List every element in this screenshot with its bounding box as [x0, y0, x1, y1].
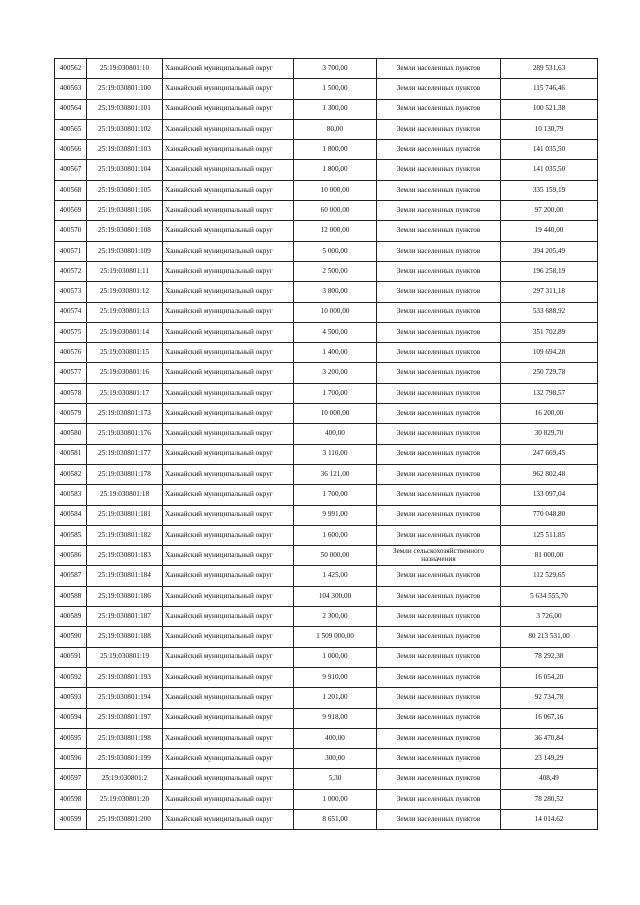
land-category-cell: Земли сельскохозяйственного назначения: [377, 546, 501, 566]
area-cell: 400,00: [294, 728, 377, 748]
municipality-cell: Ханкайский муниципальный округ: [163, 769, 294, 789]
land-category-cell: Земли населенных пунктов: [377, 627, 501, 647]
record-number-cell: 400588: [55, 586, 87, 606]
municipality-cell: Ханкайский муниципальный округ: [163, 404, 294, 424]
area-cell: 1 800,00: [294, 140, 377, 160]
table-row: [55, 59, 598, 79]
cadastral-number-cell: 25:19:030801:173: [87, 404, 163, 424]
table-row: [55, 180, 598, 200]
record-number-cell: 400563: [55, 79, 87, 99]
municipality-cell: Ханкайский муниципальный округ: [163, 160, 294, 180]
cadastral-value-cell: 97 200,00: [501, 201, 598, 221]
land-category-cell: Земли населенных пунктов: [377, 140, 501, 160]
cadastral-value-cell: 5 634 555,70: [501, 586, 598, 606]
record-number-cell: 400562: [55, 59, 87, 79]
area-cell: 300,00: [294, 749, 377, 769]
record-number-cell: 400568: [55, 180, 87, 200]
record-number-cell: 400586: [55, 546, 87, 566]
area-cell: 5,30: [294, 769, 377, 789]
land-category-cell: Земли населенных пунктов: [377, 586, 501, 606]
cadastral-value-cell: 133 097,04: [501, 485, 598, 505]
municipality-cell: Ханкайский муниципальный округ: [163, 444, 294, 464]
area-cell: 1 400,00: [294, 343, 377, 363]
record-number-cell: 400591: [55, 647, 87, 667]
cadastral-number-cell: 25:19:030801:103: [87, 140, 163, 160]
record-number-cell: 400573: [55, 282, 87, 302]
municipality-cell: Ханкайский муниципальный округ: [163, 485, 294, 505]
cadastral-number-cell: 25:19:030801:193: [87, 667, 163, 687]
cadastral-number-cell: 25:19:030801:101: [87, 99, 163, 119]
cadastral-number-cell: 25:19:030801:13: [87, 302, 163, 322]
record-number-cell: 400594: [55, 708, 87, 728]
table-row: [55, 424, 598, 444]
cadastral-number-cell: 25:19:030801:177: [87, 444, 163, 464]
record-number-cell: 400599: [55, 809, 87, 829]
table-row: [55, 485, 598, 505]
area-cell: 1 425,00: [294, 566, 377, 586]
record-number-cell: 400567: [55, 160, 87, 180]
table-row: [55, 525, 598, 545]
municipality-cell: Ханкайский муниципальный округ: [163, 708, 294, 728]
land-category-cell: Земли населенных пунктов: [377, 688, 501, 708]
cadastral-value-cell: 109 694,28: [501, 343, 598, 363]
cadastral-value-cell: 16 054,20: [501, 667, 598, 687]
table-row: [55, 140, 598, 160]
cadastral-value-cell: 78 280,52: [501, 789, 598, 809]
cadastral-value-cell: 80 213 531,00: [501, 627, 598, 647]
table-row: [55, 809, 598, 829]
area-cell: 1 700,00: [294, 485, 377, 505]
land-category-cell: Земли населенных пунктов: [377, 749, 501, 769]
cadastral-value-cell: 78 292,38: [501, 647, 598, 667]
area-cell: 8 651,00: [294, 809, 377, 829]
cadastral-value-cell: 289 531,63: [501, 59, 598, 79]
cadastral-value-cell: 23 149,29: [501, 749, 598, 769]
land-category-cell: Земли населенных пунктов: [377, 343, 501, 363]
cadastral-number-cell: 25:19:030801:182: [87, 525, 163, 545]
land-category-cell: Земли населенных пунктов: [377, 728, 501, 748]
table-row: [55, 160, 598, 180]
land-category-cell: Земли населенных пунктов: [377, 809, 501, 829]
municipality-cell: Ханкайский муниципальный округ: [163, 201, 294, 221]
area-cell: 2 300,00: [294, 607, 377, 627]
cadastral-number-cell: 25:19:030801:194: [87, 688, 163, 708]
cadastral-value-cell: 351 702,89: [501, 322, 598, 342]
land-category-cell: Земли населенных пунктов: [377, 647, 501, 667]
land-category-cell: Земли населенных пунктов: [377, 607, 501, 627]
municipality-cell: Ханкайский муниципальный округ: [163, 424, 294, 444]
cadastral-value-cell: 19 440,00: [501, 221, 598, 241]
municipality-cell: Ханкайский муниципальный округ: [163, 688, 294, 708]
table-row: [55, 119, 598, 139]
land-category-cell: Земли населенных пунктов: [377, 282, 501, 302]
area-cell: 4 500,00: [294, 322, 377, 342]
area-cell: 1 500,00: [294, 79, 377, 99]
cadastral-value-table: [54, 58, 598, 830]
record-number-cell: 400564: [55, 99, 87, 119]
table-row: [55, 241, 598, 261]
area-cell: 3 200,00: [294, 363, 377, 383]
municipality-cell: Ханкайский муниципальный округ: [163, 322, 294, 342]
table-row: [55, 404, 598, 424]
municipality-cell: Ханкайский муниципальный округ: [163, 789, 294, 809]
municipality-cell: Ханкайский муниципальный округ: [163, 59, 294, 79]
area-cell: 1 000,00: [294, 789, 377, 809]
municipality-cell: Ханкайский муниципальный округ: [163, 99, 294, 119]
municipality-cell: Ханкайский муниципальный округ: [163, 241, 294, 261]
municipality-cell: Ханкайский муниципальный округ: [163, 302, 294, 322]
table-row: [55, 688, 598, 708]
land-category-cell: Земли населенных пунктов: [377, 59, 501, 79]
cadastral-value-cell: 3 726,00: [501, 607, 598, 627]
land-category-cell: Земли населенных пунктов: [377, 667, 501, 687]
municipality-cell: Ханкайский муниципальный округ: [163, 667, 294, 687]
area-cell: 12 000,00: [294, 221, 377, 241]
land-category-cell: Земли населенных пунктов: [377, 769, 501, 789]
cadastral-value-cell: 100 521,38: [501, 99, 598, 119]
municipality-cell: Ханкайский муниципальный округ: [163, 343, 294, 363]
land-category-cell: Земли населенных пунктов: [377, 99, 501, 119]
cadastral-value-cell: 770 048,80: [501, 505, 598, 525]
land-category-cell: Земли населенных пунктов: [377, 424, 501, 444]
cadastral-number-cell: 25:19:030801:15: [87, 343, 163, 363]
area-cell: 5 000,00: [294, 241, 377, 261]
cadastral-number-cell: 25:19:030801:178: [87, 464, 163, 484]
cadastral-number-cell: 25:19:030801:12: [87, 282, 163, 302]
cadastral-value-cell: 141 035,50: [501, 140, 598, 160]
land-category-cell: Земли населенных пунктов: [377, 180, 501, 200]
cadastral-value-cell: 81 000,00: [501, 546, 598, 566]
table-row: [55, 383, 598, 403]
cadastral-number-cell: 25:19:030801:199: [87, 749, 163, 769]
municipality-cell: Ханкайский муниципальный округ: [163, 728, 294, 748]
municipality-cell: Ханкайский муниципальный округ: [163, 809, 294, 829]
cadastral-number-cell: 25:19:030801:197: [87, 708, 163, 728]
table-row: [55, 769, 598, 789]
land-category-cell: Земли населенных пунктов: [377, 119, 501, 139]
cadastral-number-cell: 25:19:030801:183: [87, 546, 163, 566]
land-category-cell: Земли населенных пунктов: [377, 160, 501, 180]
cadastral-number-cell: 25:19:030801:100: [87, 79, 163, 99]
area-cell: 9 991,00: [294, 505, 377, 525]
table-row: [55, 546, 598, 566]
municipality-cell: Ханкайский муниципальный округ: [163, 79, 294, 99]
table-body: [55, 59, 598, 830]
municipality-cell: Ханкайский муниципальный округ: [163, 261, 294, 281]
municipality-cell: Ханкайский муниципальный округ: [163, 607, 294, 627]
area-cell: 1 000,00: [294, 647, 377, 667]
land-category-cell: Земли населенных пунктов: [377, 505, 501, 525]
area-cell: 1 800,00: [294, 160, 377, 180]
area-cell: 104 300,00: [294, 586, 377, 606]
record-number-cell: 400571: [55, 241, 87, 261]
cadastral-number-cell: 25:19:030801:106: [87, 201, 163, 221]
area-cell: 1 509 000,00: [294, 627, 377, 647]
record-number-cell: 400584: [55, 505, 87, 525]
area-cell: 400,00: [294, 424, 377, 444]
cadastral-value-cell: 16 200,00: [501, 404, 598, 424]
record-number-cell: 400579: [55, 404, 87, 424]
cadastral-number-cell: 25:19:030801:184: [87, 566, 163, 586]
cadastral-value-cell: 962 802,48: [501, 464, 598, 484]
table-row: [55, 728, 598, 748]
cadastral-number-cell: 25:19:030801:19: [87, 647, 163, 667]
land-category-cell: Земли населенных пунктов: [377, 464, 501, 484]
record-number-cell: 400587: [55, 566, 87, 586]
area-cell: 60 000,00: [294, 201, 377, 221]
table-row: [55, 343, 598, 363]
table-row: [55, 261, 598, 281]
municipality-cell: Ханкайский муниципальный округ: [163, 140, 294, 160]
record-number-cell: 400585: [55, 525, 87, 545]
table-row: [55, 444, 598, 464]
cadastral-number-cell: 25:19:030801:11: [87, 261, 163, 281]
land-category-cell: Земли населенных пунктов: [377, 79, 501, 99]
record-number-cell: 400598: [55, 789, 87, 809]
area-cell: 9 918,00: [294, 708, 377, 728]
cadastral-number-cell: 25:19:030801:20: [87, 789, 163, 809]
record-number-cell: 400590: [55, 627, 87, 647]
cadastral-value-cell: 92 734,78: [501, 688, 598, 708]
municipality-cell: Ханкайский муниципальный округ: [163, 383, 294, 403]
record-number-cell: 400580: [55, 424, 87, 444]
table-row: [55, 607, 598, 627]
municipality-cell: Ханкайский муниципальный округ: [163, 627, 294, 647]
area-cell: 10 000,00: [294, 302, 377, 322]
land-category-cell: Земли населенных пунктов: [377, 404, 501, 424]
cadastral-number-cell: 25:19:030801:176: [87, 424, 163, 444]
land-category-cell: Земли населенных пунктов: [377, 383, 501, 403]
cadastral-value-cell: 125 511,85: [501, 525, 598, 545]
cadastral-value-cell: 335 159,19: [501, 180, 598, 200]
cadastral-value-cell: 250 729,78: [501, 363, 598, 383]
cadastral-number-cell: 25:19:030801:188: [87, 627, 163, 647]
table-row: [55, 464, 598, 484]
municipality-cell: Ханкайский муниципальный округ: [163, 282, 294, 302]
table-row: [55, 667, 598, 687]
record-number-cell: 400578: [55, 383, 87, 403]
area-cell: 36 121,00: [294, 464, 377, 484]
cadastral-number-cell: 25:19:030801:198: [87, 728, 163, 748]
cadastral-number-cell: 25:19:030801:186: [87, 586, 163, 606]
land-category-cell: Земли населенных пунктов: [377, 789, 501, 809]
table-row: [55, 201, 598, 221]
cadastral-number-cell: 25:19:030801:14: [87, 322, 163, 342]
municipality-cell: Ханкайский муниципальный округ: [163, 180, 294, 200]
table-row: [55, 627, 598, 647]
record-number-cell: 400589: [55, 607, 87, 627]
record-number-cell: 400577: [55, 363, 87, 383]
table-row: [55, 789, 598, 809]
cadastral-number-cell: 25:19:030801:108: [87, 221, 163, 241]
cadastral-value-cell: 394 205,49: [501, 241, 598, 261]
cadastral-value-cell: 16 067,16: [501, 708, 598, 728]
area-cell: 1 600,00: [294, 525, 377, 545]
record-number-cell: 400596: [55, 749, 87, 769]
land-category-cell: Земли населенных пунктов: [377, 525, 501, 545]
cadastral-value-cell: 36 470,84: [501, 728, 598, 748]
table-row: [55, 505, 598, 525]
municipality-cell: Ханкайский муниципальный округ: [163, 505, 294, 525]
table-row: [55, 79, 598, 99]
table-row: [55, 99, 598, 119]
land-category-cell: Земли населенных пунктов: [377, 241, 501, 261]
record-number-cell: 400572: [55, 261, 87, 281]
record-number-cell: 400583: [55, 485, 87, 505]
area-cell: 2 500,00: [294, 261, 377, 281]
area-cell: 10 000,00: [294, 404, 377, 424]
cadastral-value-cell: 408,49: [501, 769, 598, 789]
cadastral-value-cell: 196 258,19: [501, 261, 598, 281]
land-category-cell: Земли населенных пунктов: [377, 201, 501, 221]
table-row: [55, 221, 598, 241]
cadastral-number-cell: 25:19:030801:2: [87, 769, 163, 789]
land-category-cell: Земли населенных пунктов: [377, 444, 501, 464]
land-category-cell: Земли населенных пунктов: [377, 363, 501, 383]
cadastral-number-cell: 25:19:030801:104: [87, 160, 163, 180]
cadastral-number-cell: 25:19:030801:200: [87, 809, 163, 829]
municipality-cell: Ханкайский муниципальный округ: [163, 546, 294, 566]
cadastral-value-cell: 14 014,62: [501, 809, 598, 829]
record-number-cell: 400566: [55, 140, 87, 160]
cadastral-value-cell: 141 035,50: [501, 160, 598, 180]
table-row: [55, 749, 598, 769]
land-category-cell: Земли населенных пунктов: [377, 708, 501, 728]
record-number-cell: 400597: [55, 769, 87, 789]
area-cell: 1 700,00: [294, 383, 377, 403]
cadastral-number-cell: 25:19:030801:16: [87, 363, 163, 383]
table-row: [55, 302, 598, 322]
municipality-cell: Ханкайский муниципальный округ: [163, 464, 294, 484]
municipality-cell: Ханкайский муниципальный округ: [163, 749, 294, 769]
area-cell: 80,00: [294, 119, 377, 139]
land-category-cell: Земли населенных пунктов: [377, 566, 501, 586]
cadastral-value-cell: 10 130,79: [501, 119, 598, 139]
record-number-cell: 400582: [55, 464, 87, 484]
land-category-cell: Земли населенных пунктов: [377, 221, 501, 241]
municipality-cell: Ханкайский муниципальный округ: [163, 566, 294, 586]
area-cell: 1 300,00: [294, 99, 377, 119]
record-number-cell: 400569: [55, 201, 87, 221]
table-row: [55, 363, 598, 383]
cadastral-value-cell: 247 669,45: [501, 444, 598, 464]
record-number-cell: 400595: [55, 728, 87, 748]
area-cell: 1 201,00: [294, 688, 377, 708]
municipality-cell: Ханкайский муниципальный округ: [163, 647, 294, 667]
area-cell: 3 110,00: [294, 444, 377, 464]
record-number-cell: 400593: [55, 688, 87, 708]
area-cell: 3 800,00: [294, 282, 377, 302]
table-row: [55, 647, 598, 667]
cadastral-number-cell: 25:19:030801:10: [87, 59, 163, 79]
record-number-cell: 400565: [55, 119, 87, 139]
cadastral-number-cell: 25:19:030801:105: [87, 180, 163, 200]
record-number-cell: 400576: [55, 343, 87, 363]
record-number-cell: 400581: [55, 444, 87, 464]
cadastral-number-cell: 25:19:030801:187: [87, 607, 163, 627]
area-cell: 9 910,00: [294, 667, 377, 687]
cadastral-value-cell: 115 746,46: [501, 79, 598, 99]
record-number-cell: 400574: [55, 302, 87, 322]
municipality-cell: Ханкайский муниципальный округ: [163, 221, 294, 241]
land-category-cell: Земли населенных пунктов: [377, 302, 501, 322]
area-cell: 10 000,00: [294, 180, 377, 200]
municipality-cell: Ханкайский муниципальный округ: [163, 525, 294, 545]
table-row: [55, 282, 598, 302]
area-cell: 3 700,00: [294, 59, 377, 79]
cadastral-number-cell: 25:19:030801:181: [87, 505, 163, 525]
cadastral-number-cell: 25:19:030801:102: [87, 119, 163, 139]
cadastral-value-cell: 533 688,92: [501, 302, 598, 322]
record-number-cell: 400570: [55, 221, 87, 241]
table-row: [55, 566, 598, 586]
land-category-cell: Земли населенных пунктов: [377, 485, 501, 505]
cadastral-value-cell: 297 311,18: [501, 282, 598, 302]
cadastral-value-cell: 132 798,57: [501, 383, 598, 403]
cadastral-number-cell: 25:19:030801:109: [87, 241, 163, 261]
cadastral-number-cell: 25:19:030801:17: [87, 383, 163, 403]
cadastral-number-cell: 25:19:030801:18: [87, 485, 163, 505]
cadastral-value-cell: 112 529,65: [501, 566, 598, 586]
municipality-cell: Ханкайский муниципальный округ: [163, 363, 294, 383]
municipality-cell: Ханкайский муниципальный округ: [163, 119, 294, 139]
land-category-cell: Земли населенных пунктов: [377, 261, 501, 281]
record-number-cell: 400592: [55, 667, 87, 687]
area-cell: 50 000,00: [294, 546, 377, 566]
table-row: [55, 708, 598, 728]
municipality-cell: Ханкайский муниципальный округ: [163, 586, 294, 606]
land-category-cell: Земли населенных пунктов: [377, 322, 501, 342]
table-row: [55, 322, 598, 342]
cadastral-value-cell: 30 829,70: [501, 424, 598, 444]
record-number-cell: 400575: [55, 322, 87, 342]
table-row: [55, 586, 598, 606]
